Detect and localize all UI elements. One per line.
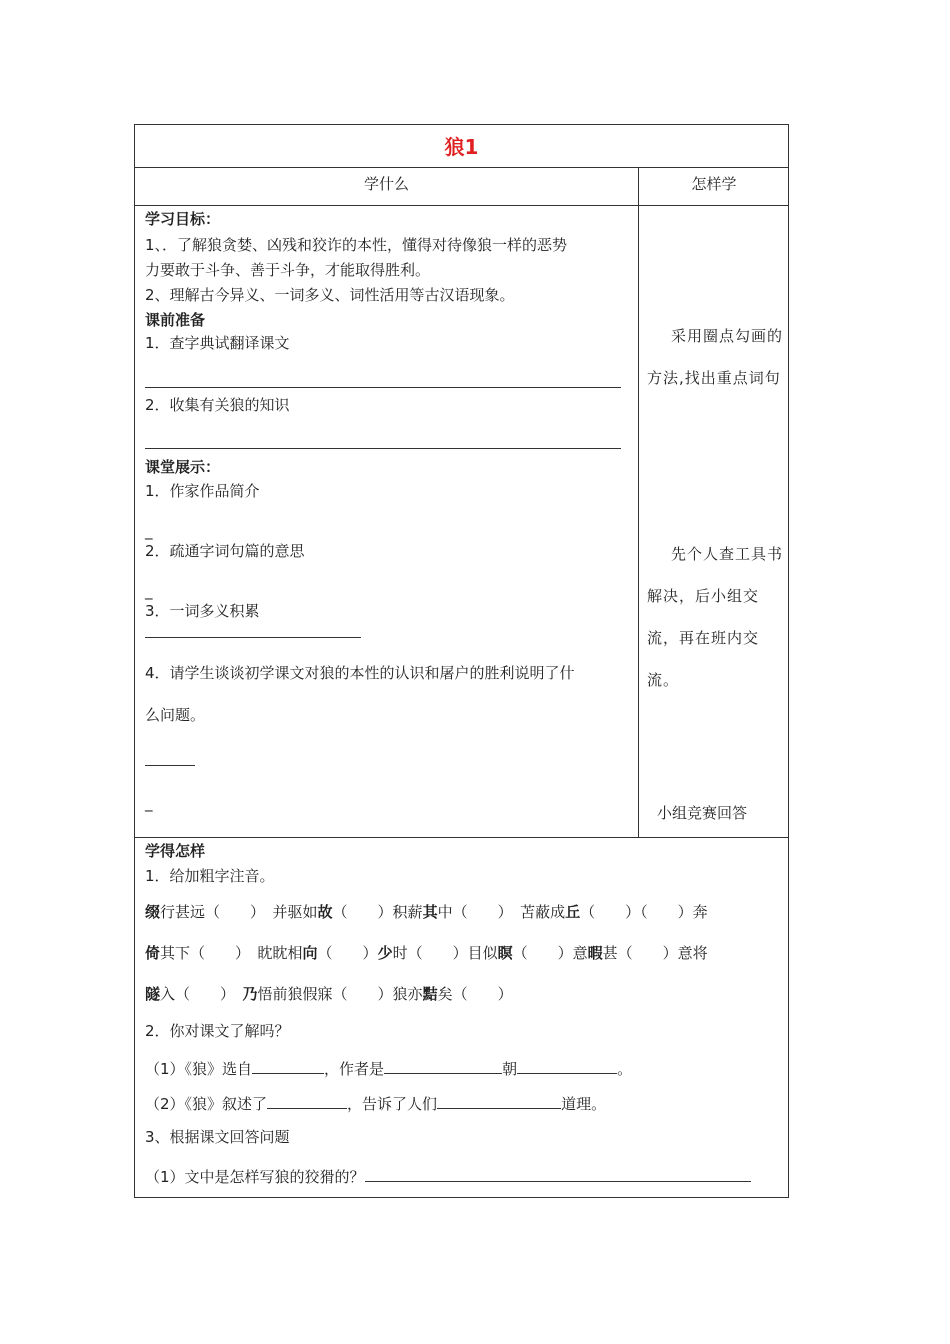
prep-heading: 课前准备 [145, 311, 206, 329]
answer-line[interactable] [145, 448, 621, 449]
divider [135, 167, 788, 168]
class-heading: 课堂展示： [145, 458, 221, 476]
goals-heading: 学习目标： [145, 210, 221, 228]
question-3a [145, 1165, 751, 1187]
class-item-3: 3．一词多义积累 [145, 602, 260, 620]
question-1: 1．给加粗字注音。 [145, 867, 275, 885]
class-item-4a: 4．请学生谈谈初学课文对狼的本性的认识和屠户的胜利说明了什 [145, 664, 575, 682]
goal-1a: 1、．了解狼贪婪、凶残和狡诈的本性，懂得对待像狼一样的恶势 [145, 236, 568, 254]
question-2b [145, 1092, 606, 1114]
worksheet-table [134, 124, 789, 1198]
q2a-text: 。 [617, 1060, 633, 1078]
header-right: 怎样学 [691, 175, 737, 193]
method-3: 小组竞赛回答 [657, 804, 748, 822]
row-text: 入（ ） [160, 985, 243, 1003]
row-text: （ ） [317, 944, 378, 962]
row-text: 甚（ ）意将 [602, 944, 708, 962]
bold-character: 少 [377, 944, 393, 962]
bold-character: 乃 [242, 985, 258, 1003]
bold-character: 缀 [145, 903, 161, 921]
bold-character: 瞑 [497, 944, 513, 962]
row-text: （ ）积薪 [332, 903, 423, 921]
goal-1b: 力要敢于斗争、善于斗争，才能取得胜利。 [145, 261, 431, 279]
answer-blank[interactable] [267, 1092, 347, 1109]
blank-mark[interactable]: _ [145, 582, 153, 600]
class-item-1: 1．作家作品简介 [145, 482, 260, 500]
row-text: 悟前狼假寐（ ）狼亦 [257, 985, 423, 1003]
prep-item-2: 2．收集有关狼的知识 [145, 396, 290, 414]
answer-line[interactable] [145, 637, 361, 638]
bold-character: 隧 [145, 985, 161, 1003]
answer-line[interactable] [145, 387, 621, 388]
pinyin-row-2 [145, 943, 708, 963]
row-text: 行甚远（ ） 并驱如 [160, 903, 318, 921]
column-divider [638, 167, 639, 837]
bold-character: 故 [317, 903, 333, 921]
page-title: 狼1 [444, 135, 479, 159]
q2a-text: 朝 [502, 1060, 518, 1078]
row-text: （ ）意 [512, 944, 588, 962]
method-2: 先个人查工具书解决，后小组交流，再在班内交流。 [647, 545, 784, 689]
bold-character: 向 [302, 944, 318, 962]
bold-character: 暇 [587, 944, 603, 962]
bold-character: 黠 [422, 985, 438, 1003]
answer-blank[interactable] [252, 1057, 324, 1074]
row-text: （ ）（ ）奔 [580, 903, 708, 921]
pinyin-row-3 [145, 984, 513, 1004]
blank-mark[interactable]: _ [145, 522, 153, 540]
q3a-text: （1）文中是怎样写狼的狡猾的？ [145, 1168, 365, 1186]
q2b-text: 道理。 [561, 1095, 607, 1113]
answer-blank[interactable] [437, 1092, 561, 1109]
header-left: 学什么 [363, 175, 409, 193]
divider [135, 205, 788, 206]
q2b-text: ，告诉了人们 [347, 1095, 438, 1113]
row-text: 时（ ）目似 [392, 944, 498, 962]
row-text: 矣（ ） [437, 985, 513, 1003]
q2a-text: ，作者是 [324, 1060, 385, 1078]
question-3: 3、根据课文回答问题 [145, 1128, 290, 1146]
blank-mark[interactable]: _ [145, 794, 153, 812]
prep-item-1: 1．查字典试翻译课文 [145, 334, 290, 352]
question-2: 2．你对课文了解吗？ [145, 1022, 290, 1040]
q2a-text: （1）《狼》选自 [145, 1060, 253, 1078]
bold-character: 丘 [565, 903, 581, 921]
answer-blank[interactable] [517, 1057, 617, 1074]
answer-blank[interactable] [365, 1165, 751, 1182]
method-1: 采用圈点勾画的方法,找出重点词句 [647, 327, 784, 387]
bold-character: 其 [422, 903, 438, 921]
row-text: 其下（ ） 眈眈相 [160, 944, 303, 962]
class-item-4b: 么问题。 [145, 706, 206, 724]
pinyin-row-1 [145, 902, 708, 922]
row-text: 中（ ） 苫蔽成 [437, 903, 566, 921]
answer-line[interactable] [145, 765, 195, 766]
result-heading: 学得怎样 [145, 842, 206, 860]
answer-blank[interactable] [384, 1057, 502, 1074]
question-2a [145, 1057, 632, 1079]
q2b-text: （2）《狼》叙述了 [145, 1095, 268, 1113]
divider [135, 837, 788, 838]
bold-character: 倚 [145, 944, 161, 962]
goal-2: 2、理解古今异义、一词多义、词性活用等古汉语现象。 [145, 286, 515, 304]
class-item-2: 2．疏通字词句篇的意思 [145, 542, 305, 560]
